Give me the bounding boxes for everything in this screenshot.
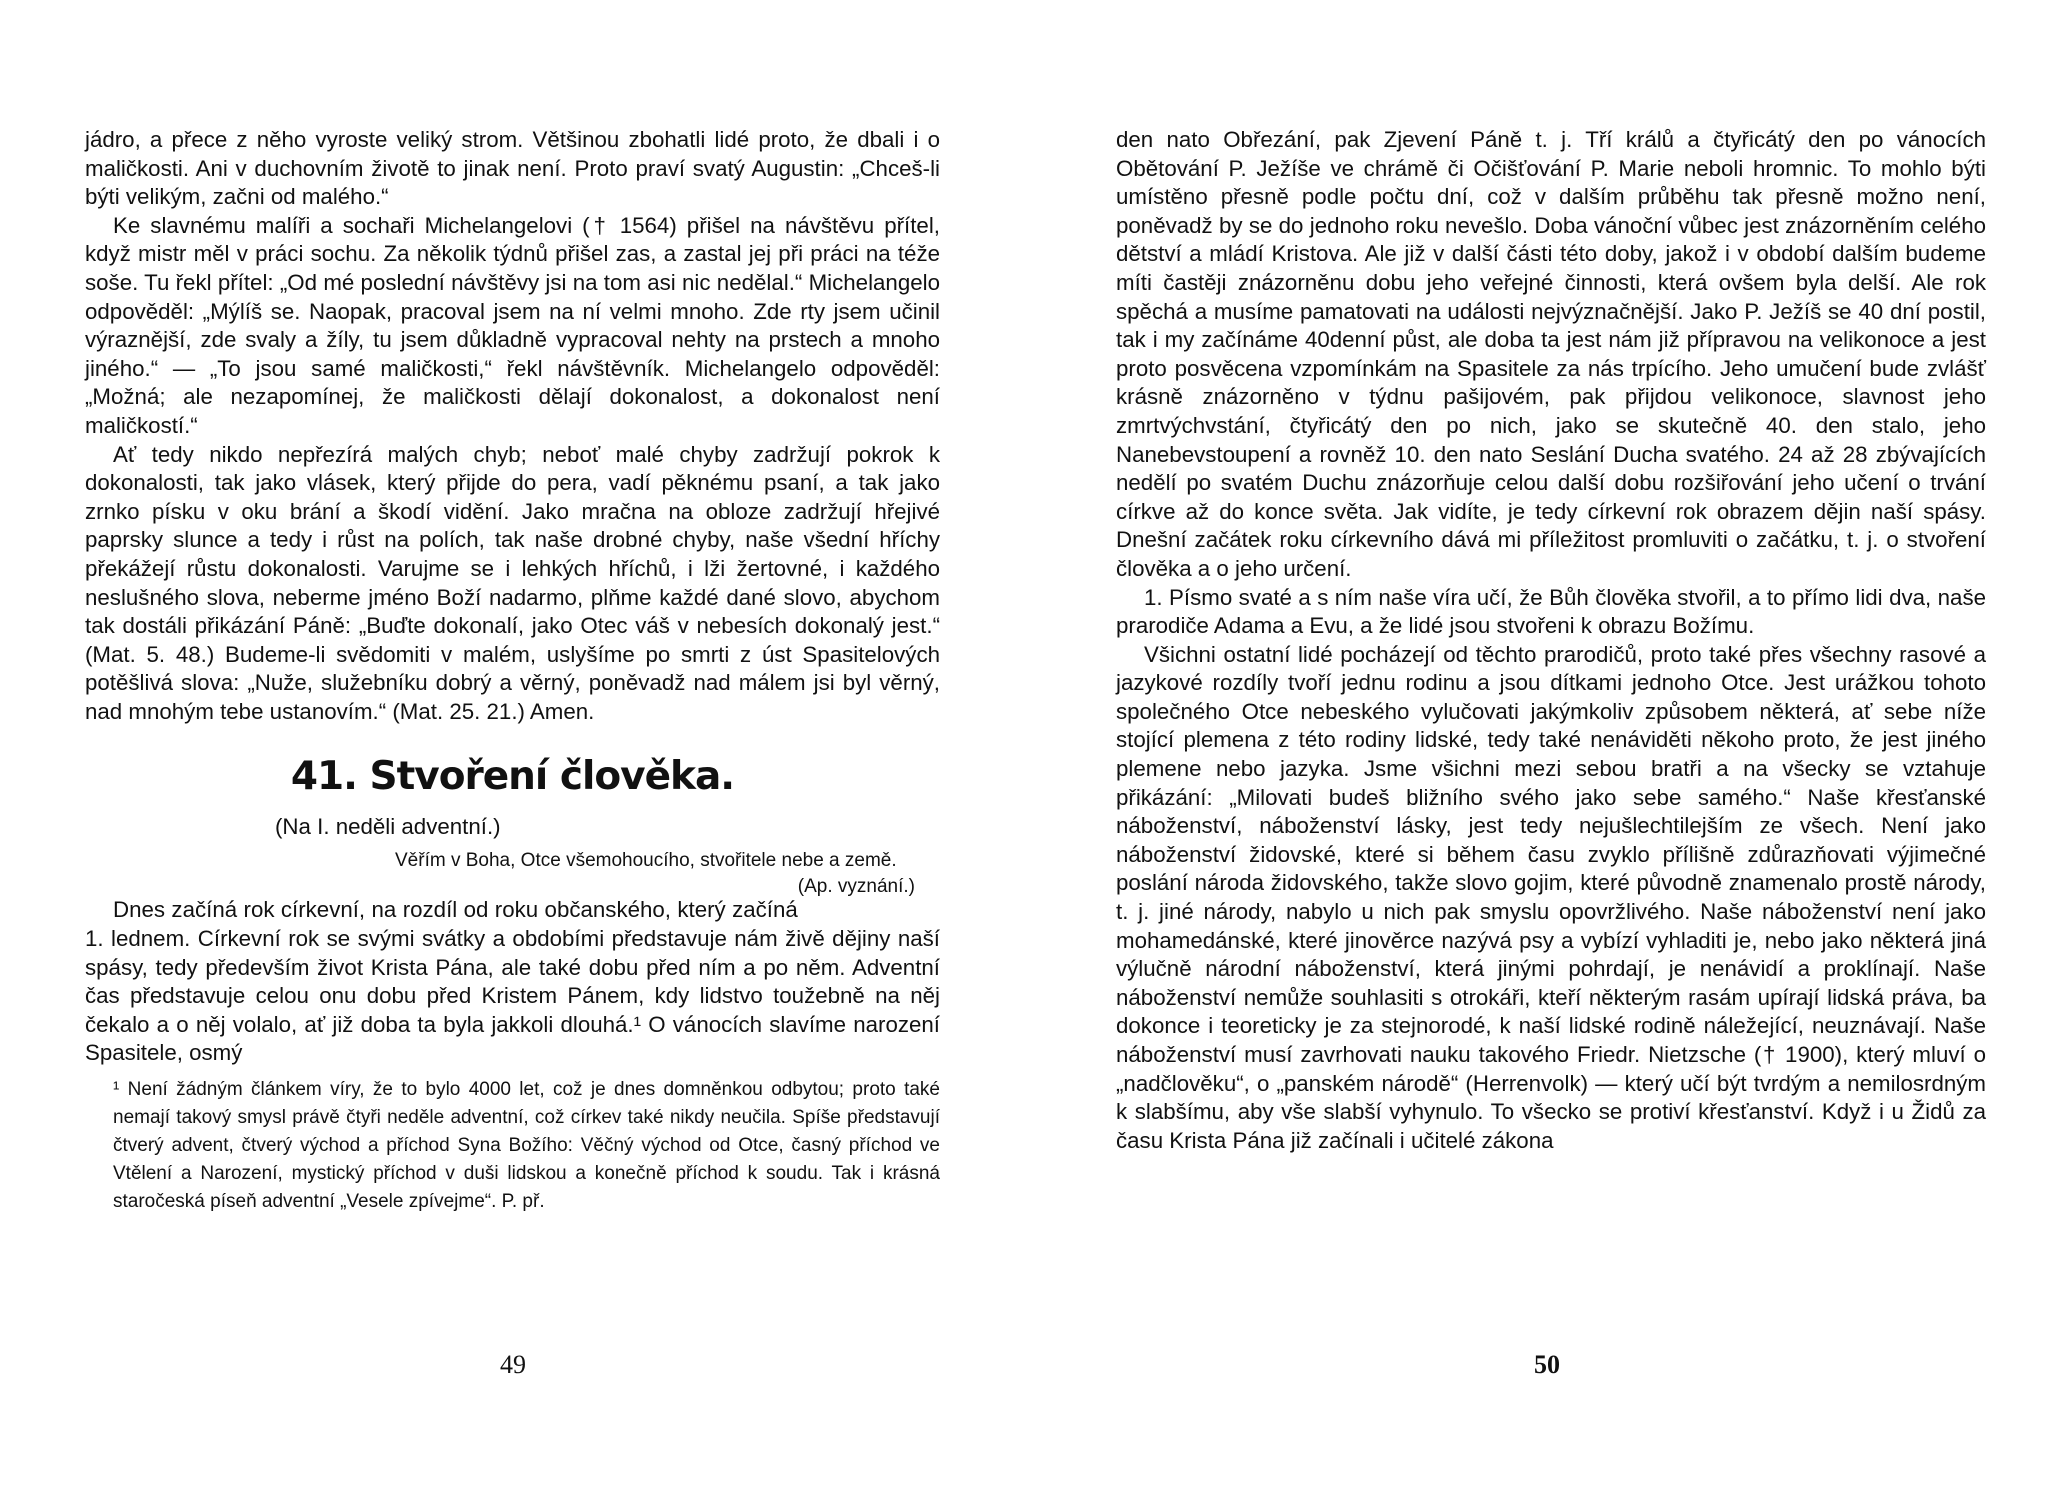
page-number-right: 50 (1534, 1350, 1560, 1379)
left-paragraph-1: jádro, a přece z něho vyroste veliký strom. Většinou zbohatli lidé proto, že dbali i o maličkosti. Ani v duchovním životě to jinak není. Proto praví svatý Augustin: „Chceš-li býti velikým, začni od malého.“ (85, 127, 940, 210)
left-paragraph-3: Ať tedy nikdo nepřezírá malých chyb; neboť malé chyby zadržují pokrok k dokonalosti, tak jako vlásek, který přijde do pera, vadí pěknému psaní, a tak jako zrnko písku v oku brání a škodí vidění. Jako mračna na obloze zadržují hřejivé paprsky slunce a tedy i růst na polích, tak naše drobné chyby, naše všední hříchy překážejí růstu dokonalosti. Varujme se i lehkých hříchů, i lži žertovné, i každého neslušného slova, neberme jméno Boží nadarmo, plňme každé dané slovo, abychom tak dostáli přikázání Páně: „Buďte dokonalí, jako Otec váš v nebesích dokonalý jest.“ (Mat. 5. 48.) Budeme-li svědomiti v malém, uslyšíme po smrti z úst Spasitelových potěšlivá slova: „Nuže, služebníku dobrý a věrný, poněvadž nad málem jsi byl věrný, nad mnohým tebe ustanovím.“ (Mat. 25. 21.) Amen. (85, 441, 940, 724)
chapter-motto (395, 848, 915, 898)
left-body-paragraph: Dnes začíná rok církevní, na rozdíl od roku občanského, který začíná 1. lednem. Církevní rok se svými svátky a obdobími představuje nám živě dějiny naší spásy, tedy především život Krista Pána, ale také dobu před ním a po něm. Adventní čas představuje celou onu dobu před Kristem Pánem, kdy lidstvo toužebně na něj čekalo a o něj volalo, ať již doba ta byla jakkoli dlouhá.¹ O vánocích slavíme narození Spasitele, osmý (85, 897, 940, 1066)
chapter-heading: 41. Stvoření člověka. (290, 754, 735, 800)
page-number-left: 49 (500, 1350, 526, 1379)
right-paragraph-1: den nato Obřezání, pak Zjevení Páně t. j. Tří králů a čtyřicátý den po vánocích Obětování P. Ježíše ve chrámě či Očišťování P. Marie neboli hromnic. To mohlo býti umístěno přesně podle počtu dní, což v dalším průběhu tak přesně možno není, poněvadž by se do jednoho roku nevešlo. Doba vánoční vůbec jest znázorněním celého dětství a mládí Kristova. Ale již v další části této doby, jakož i v období dalším budeme míti častěji znázorněnu dobu jeho veřejné činnosti, která ovšem byla delší. Ale rok spěchá a musíme pamatovati na události nejvýznačnější. Jako P. Ježíš se 40 dní postil, tak i my začínáme 40denní půst, ale doba ta jest nám již přípravou na velikonoce a jest proto posvěcena vzpomínkám na Spasitele za nás trpícího. Jeho umučení bude zvlášť krásně znázorněno v týdnu pašijovém, pak přijdou velikonoce, slavnost jeho zmrtvýchvstání, čtyřicátý den po nich, jako se skutečně 40. den stalo, jeho Nanebevstoupení a rovněž 10. den nato Seslání Ducha svatého. 24 až 28 zbývajících nedělí po svatém Duchu znázorňuje celou další dobu rozšiřování jeho učení o trvání církve až do konce světa. Jak vidíte, je tedy církevní rok obrazem dějin naší spásy. Dnešní začátek roku církevního dává mi příležitost promluviti o začátku, t. j. o stvoření člověka a o jeho určení. (1116, 127, 1986, 581)
right-paragraph-2: 1. Písmo svaté a s ním naše víra učí, že Bůh člověka stvořil, a to přímo lidi dva, naše prarodiče Adama a Evu, a že lidé jsou stvořeni k obrazu Božímu. (1116, 584, 1986, 639)
chapter-subheading: (Na I. neděli adventní.) (275, 814, 501, 840)
left-paragraph-2: Ke slavnému malíři a sochaři Michelangelovi († 1564) přišel na návštěvu přítel, když mistr měl v práci sochu. Za několik týdnů přišel zas, a zastal jej při práci na téže soše. Tu řekl přítel: „Od mé poslední návštěvy jsi na tom asi nic nedělal.“ Michelangelo odpověděl: „Mýlíš se. Naopak, pracoval jsem na ní velmi mnoho. Zde rty jsem učinil výraznější, zde svaly a žíly, tu jsem důkladně vypracoval nehty na prstech a mnoho jiného.“ — „To jsou samé maličkosti,“ řekl návštěvník. Michelangelo odpověděl: „Možná; ale nezapomínej, že maličkosti dělají dokonalost, a dokonalost není maličkostí.“ (85, 212, 940, 438)
right-page (1023, 0, 2046, 1500)
right-text-column (1116, 126, 1986, 1155)
right-paragraph-3: Všichni ostatní lidé pocházejí od těchto prarodičů, proto také přes všechny rasové a jazykové rozdíly tvoří jednu rodinu a jsou dítkami jednoho Otce. Jest urážkou tohoto společného Otce nebeského vylučovati jakýmkoliv způsobem některá, ať sebe níže stojící plemena z této rodiny lidské, tedy také nenáviděti někoho proto, že jest jiného plemene nebo jazyka. Jsme všichni mezi sebou bratři a na všecky se vztahuje přikázání: „Milovati budeš bližního svého jako sebe samého.“ Naše křesťanské náboženství, náboženství lásky, jest tedy nejušlechtilejším ze všech. Není jako náboženství židovské, které si během času zvyklo přílišně zdůrazňovati výjimečné poslání národa židovského, takže slovo gojim, které původně znamenalo prostě národy, t. j. jiné národy, nabylo u nich pak smyslu opovržlivého. Naše náboženství není jako mohamedánské, které jinověrce nazývá psy a vybízí vyhladiti je, nebo jako některá jiná výlučně národní náboženství, která jinými pohrdají, je nenávidí a proklínají. Naše náboženství nemůže souhlasiti s otrokáři, kteří některým rasám upírají lidská práva, ba dokonce i teoreticky je za stejnorodé, k naší lidské rodině náležející, neuznávají. Naše náboženství musí zavrhovati nauku takového Friedr. Nietzsche († 1900), který mluví o „nadčlověku“, o „panském národě“ (Herrenvolk) — který učí být tvrdým a nemilosrdným k slabšímu, aby vše slabší vyhynulo. To všecko se protiví křesťanství. Když i u Židů za času Krista Pána již začínali i učitelé zákona (1116, 641, 1986, 1153)
motto-source: (Ap. vyznání.) (797, 876, 915, 898)
motto-text: Věřím v Boha, Otce všemohoucího, stvořitele nebe a země. (395, 850, 897, 872)
footnote-text: ¹ Není žádným článkem víry, že to bylo 4000 let, což je dnes domněnkou odbytou; proto také nemají takový smysl právě čtyři neděle adventní, což církev také nikdy neučila. Spíše představují čtverý advent, čtverý východ a příchod Syna Božího: Věčný východ od Otce, časný příchod ve Vtělení a Narození, mystický příchod v duši lidskou a konečně příchod k soudu. Tak i krásná staročeská píseň adventní „Vesele zpívejme“. P. př. (113, 1079, 940, 1213)
footnote (85, 1076, 940, 1216)
left-text-column (85, 126, 940, 1216)
